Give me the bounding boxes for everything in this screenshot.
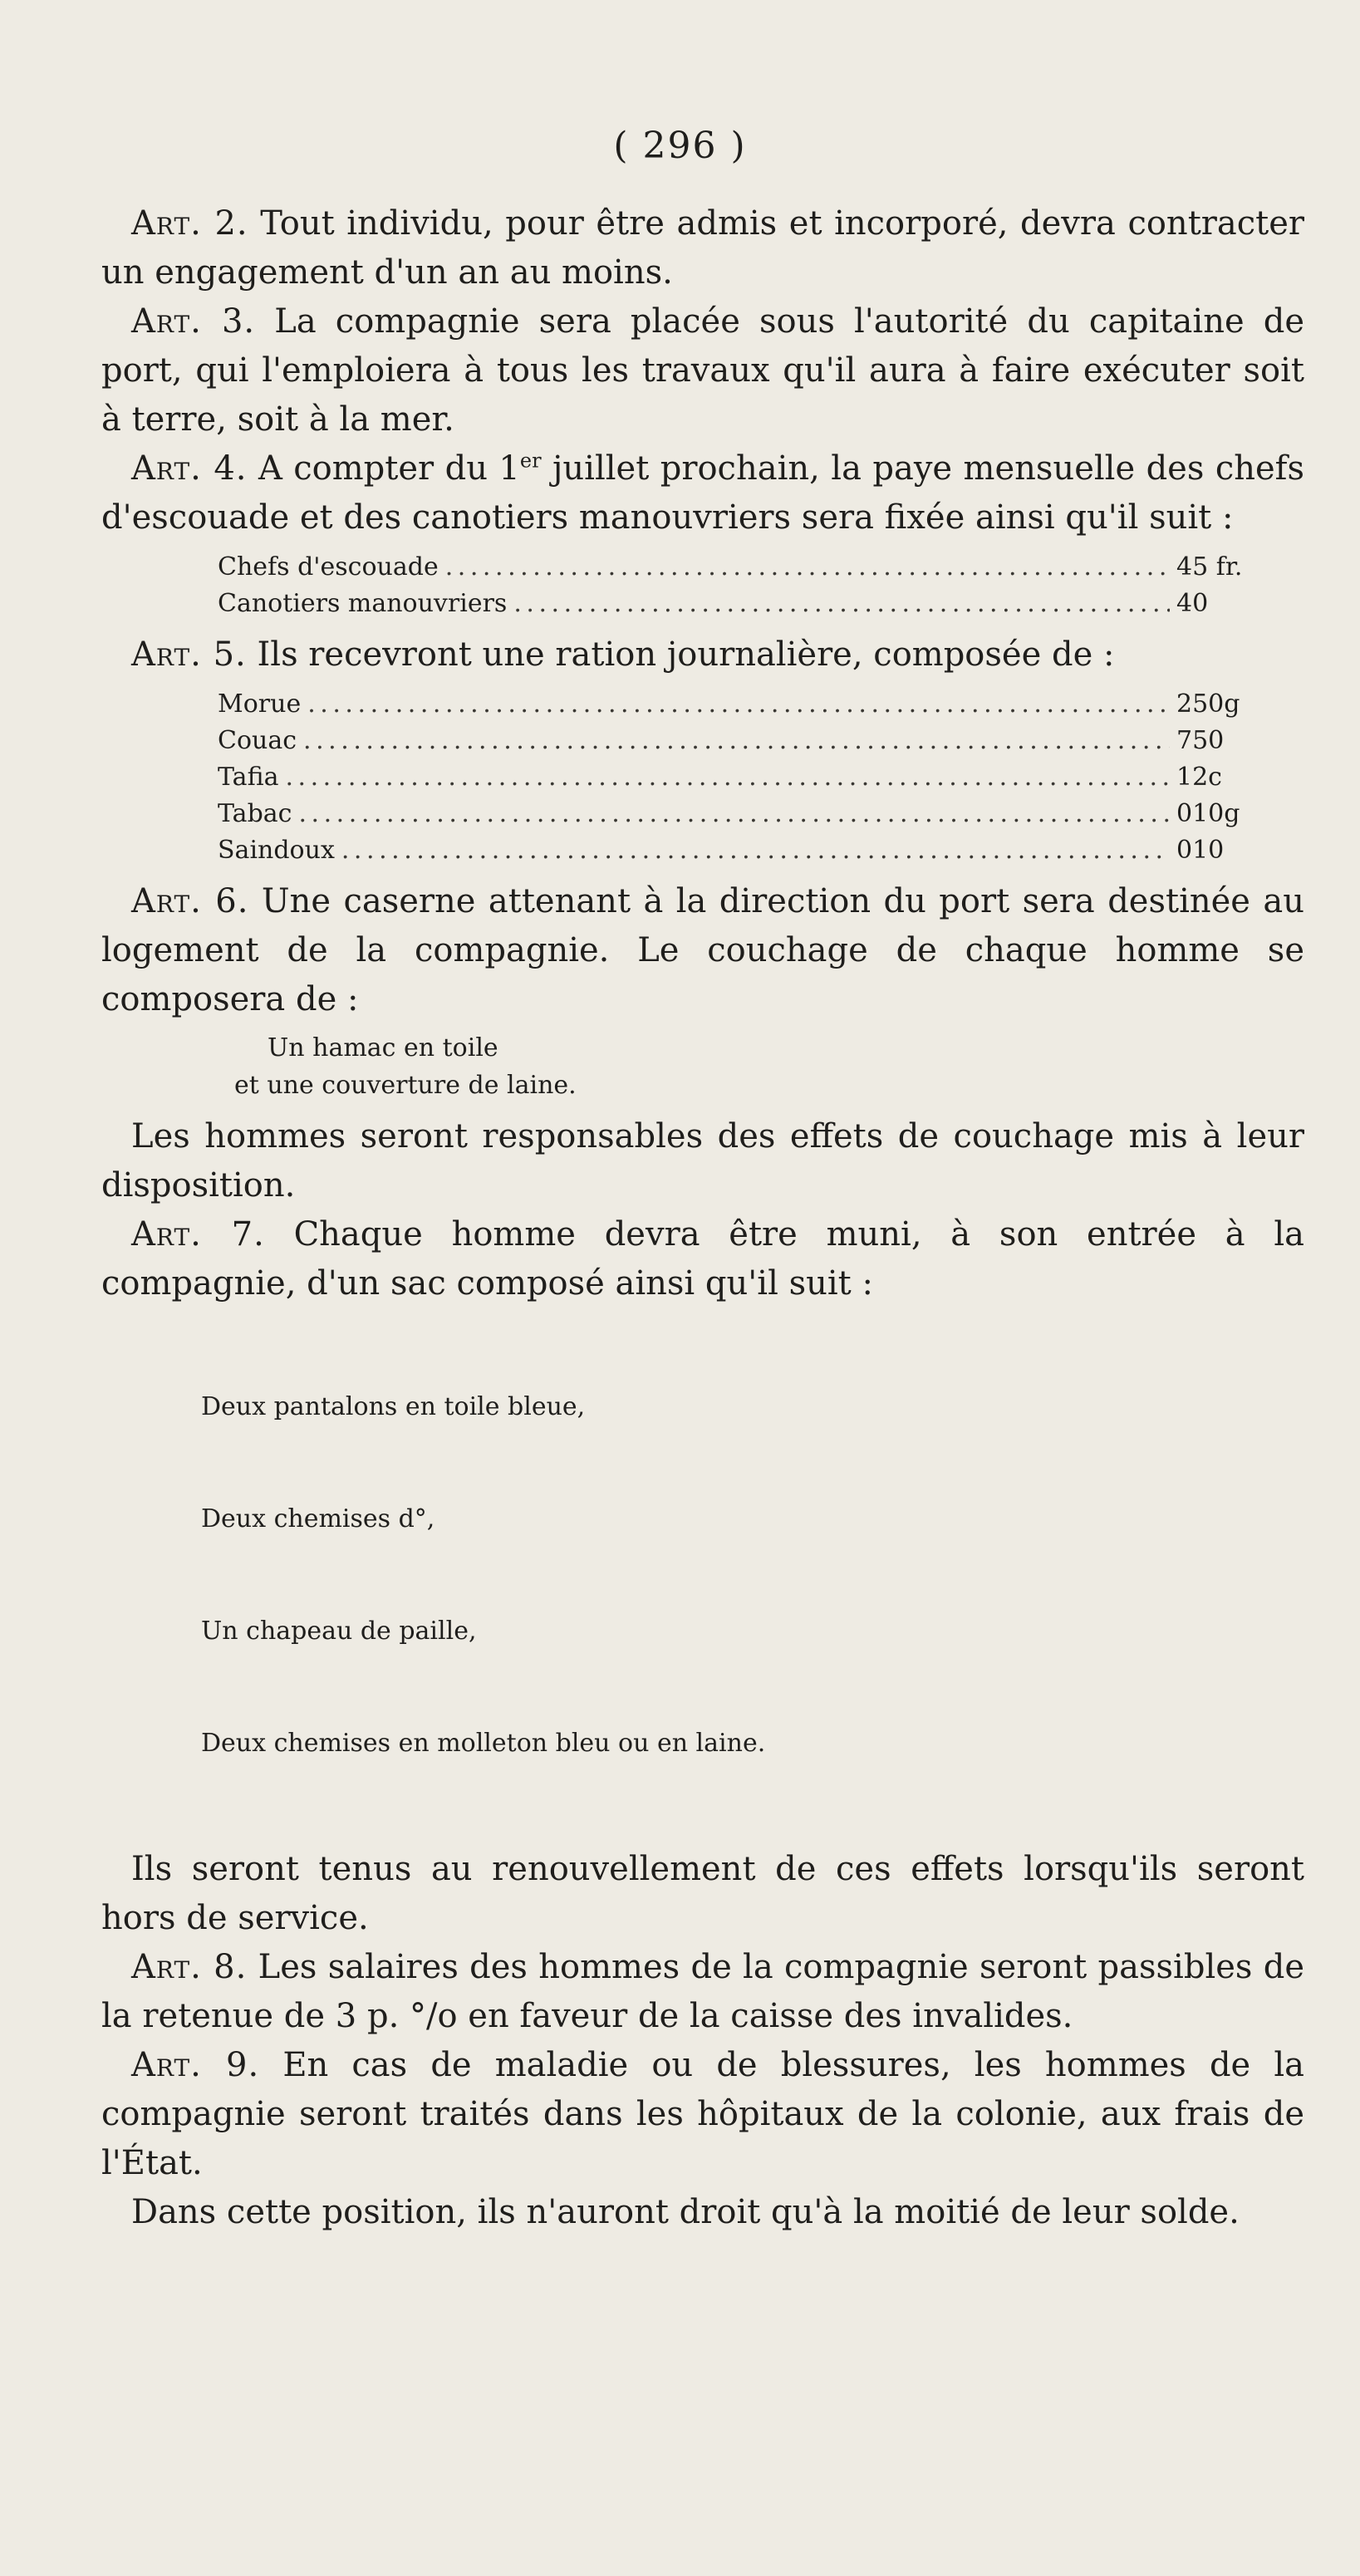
row-value: 750 [1176, 726, 1225, 755]
article-4-text-after: juillet prochain, la paye mensuelle des chefs d'escouade et des canotiers manouvriers sera fixée ainsi qu'il suit : [101, 449, 1304, 537]
article-4-sup: er [519, 449, 542, 473]
article-9-text: En cas de maladie ou de blessures, les hommes de la compagnie seront traités dans les hôpitaux de la colonie, aux frais de l'État. [101, 2046, 1304, 2182]
article-2-text: Tout individu, pour être admis et incorporé, devra contracter un engagement d'un an au moins. [101, 204, 1305, 292]
table-row [218, 686, 1251, 723]
row-label: Morue [218, 689, 302, 719]
table-row [218, 832, 1251, 869]
article-4-text-before: A compter du 1 [258, 449, 520, 488]
article-6-after: Les hommes seront responsables des effets de couchage mis à leur disposition. [101, 1117, 1304, 1205]
dot-leader [341, 832, 1170, 869]
article-9-label: Art. 9. [131, 2046, 260, 2084]
article-5-label: Art. 5. [131, 635, 247, 674]
row-label: Couac [218, 726, 297, 755]
article-3-text: La compagnie sera placée sous l'autorité du capitaine de port, qui l'emploiera à tous les travaux qu'il aura à faire exécuter soit à terre, soit à la mer. [101, 302, 1305, 439]
article-7 [101, 1210, 1304, 1308]
row-value: 45 fr. [1176, 552, 1243, 581]
dot-leader [285, 759, 1170, 796]
article-4-label: Art. 4. [131, 449, 248, 488]
article-5 [101, 631, 1304, 680]
dot-leader [307, 686, 1170, 723]
ration-table [218, 686, 1251, 869]
list-item: Un chapeau de paille, [201, 1617, 477, 1646]
article-8-text: Les salaires des hommes de la compagnie seront passibles de la retenue de 3 p. °/o en faveur de la caisse des invalides. [101, 1948, 1305, 2035]
article-5-text: Ils recevront une ration journalière, composée de : [257, 635, 1115, 674]
article-9 [101, 2041, 1304, 2188]
dot-leader [445, 549, 1170, 586]
article-6-text: Une caserne attenant à la direction du port sera destinée au logement de la compagnie. Le couchage de chaque homme se composera de : [101, 882, 1305, 1018]
article-4 [101, 444, 1304, 542]
article-7-after: Ils seront tenus au renouvellement de ces effets lorsqu'ils seront hors de service. [101, 1850, 1304, 1937]
article-3-label: Art. 3. [131, 302, 256, 341]
article-3 [101, 297, 1304, 444]
table-row [218, 759, 1251, 796]
list-item: Deux chemises en molleton bleu ou en laine. [201, 1729, 766, 1758]
table-row [218, 796, 1251, 832]
row-value: 12c [1176, 763, 1222, 792]
article-7-label: Art. 7. [131, 1215, 265, 1254]
row-label: Saindoux [218, 836, 335, 865]
table-row [218, 549, 1251, 586]
article-6-label: Art. 6. [131, 882, 249, 920]
list-item: et une couverture de laine. [234, 1071, 577, 1100]
article-7-text: Chaque homme devra être muni, à son entrée à la compagnie, d'un sac composé ainsi qu'il suit : [101, 1215, 1305, 1303]
pay-table [218, 549, 1251, 622]
article-8-label: Art. 8. [131, 1948, 248, 1986]
article-2-label: Art. 2. [131, 204, 248, 243]
article-8 [101, 1943, 1304, 2041]
row-value: 40 [1176, 589, 1209, 618]
row-value: 010g [1176, 799, 1240, 828]
kit-list [201, 1313, 1304, 1837]
dot-leader [513, 586, 1170, 622]
row-value: 250g [1176, 689, 1240, 719]
article-6 [101, 877, 1304, 1024]
list-item: Un hamac en toile [268, 1033, 498, 1062]
list-item: Deux pantalons en toile bleue, [201, 1392, 586, 1421]
dot-leader [298, 796, 1170, 832]
row-label: Tafia [218, 763, 279, 792]
row-label: Canotiers manouvriers [218, 589, 508, 618]
article-9-after: Dans cette position, ils n'auront droit qu'à la moitié de leur solde. [131, 2193, 1240, 2231]
article-2 [101, 199, 1304, 297]
list-item: Deux chemises d°, [201, 1504, 435, 1533]
row-value: 010 [1176, 836, 1225, 865]
page-number: ( 296 ) [613, 125, 747, 167]
bedding-list [234, 1029, 1304, 1104]
row-label: Tabac [218, 799, 292, 828]
table-row [218, 723, 1251, 759]
table-row [218, 586, 1251, 622]
row-label: Chefs d'escouade [218, 552, 439, 581]
dot-leader [303, 723, 1170, 759]
page-body [101, 199, 1304, 2237]
